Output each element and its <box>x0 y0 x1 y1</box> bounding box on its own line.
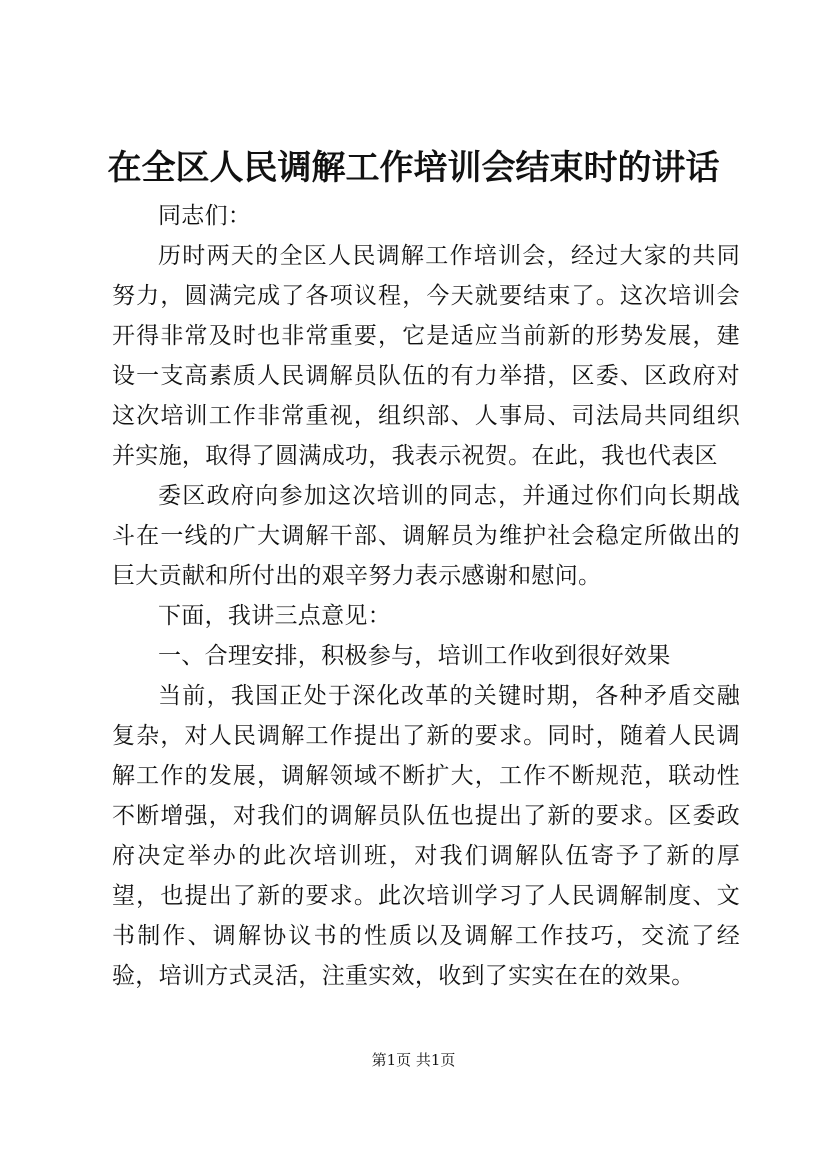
paragraph-salutation: 同志们： <box>158 203 252 229</box>
page-footer: 第1页 共1页 <box>371 1051 456 1069</box>
document-body <box>112 196 740 996</box>
paragraph-4: 当前，我国正处于深化改革的关键时期，各种矛盾交融复杂，对人民调解工作提出了新的要求。同时，随着人民调解工作的发展，调解领域不断扩大，工作不断规范，联动性不断增强，对我们的调解员队伍也提出了新的要求。区委政府决定举办的此次培训班，对我们调解队伍寄予了新的厚望，也提出了新的要求。此次培训学习了人民调解制度、文书制作、调解协议书的性质以及调解工作技巧，交流了经验，培训方式灵活，注重实效，收到了实实在在的效果。 <box>112 683 740 989</box>
paragraph-1: 历时两天的全区人民调解工作培训会，经过大家的共同努力，圆满完成了各项议程，今天就要结束了。这次培训会开得非常及时也非常重要，它是适应当前新的形势发展，建设一支高素质人民调解员队伍的有力举措，区委、区政府对这次培训工作非常重视，组织部、人事局、司法局共同组织并实施，取得了圆满成功，我表示祝贺。在此，我也代表区 <box>112 243 740 469</box>
paragraph-2: 委区政府向参加这次培训的同志，并通过你们向长期战斗在一线的广大调解干部、调解员为维护社会稳定所做出的巨大贡献和所付出的艰辛努力表示感谢和慰问。 <box>112 483 740 589</box>
document-title: 在全区人民调解工作培训会结束时的讲话 <box>107 148 720 188</box>
section-heading-1: 一、合理安排，积极参与，培训工作收到很好效果 <box>158 643 671 669</box>
paragraph-3: 下面，我讲三点意见： <box>158 603 391 629</box>
